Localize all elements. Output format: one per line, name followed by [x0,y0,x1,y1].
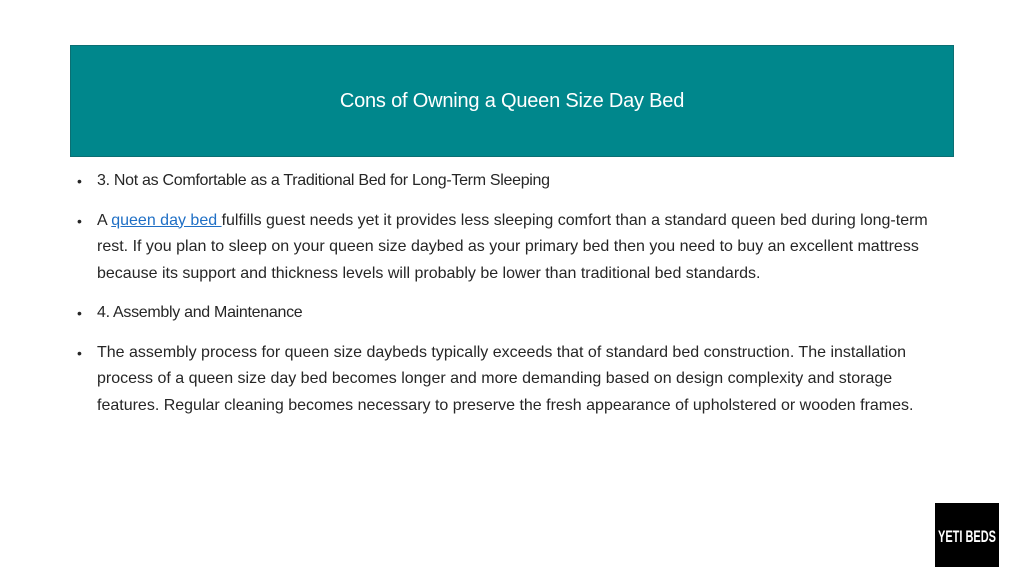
bullet-heading-comfort-text: 3. Not as Comfortable as a Traditional Bed for Long-Term Sleeping [97,172,550,189]
paragraph-comfort-text: fulfills guest needs yet it provides less sleeping comfort than a standard queen bed during long-term rest. If you plan to sleep on your queen size daybed as your primary bed then you need to buy an excellent mattress because its support and thickness levels will probably be lower than traditional bed standards. [97,211,928,282]
title-banner [70,45,954,157]
bullet-heading-assembly-text: 4. Assembly and Maintenance [97,304,303,321]
logo-text: YETI BEDS [938,527,996,546]
bullet-heading-assembly [76,300,956,327]
paragraph-assembly-text: The assembly process for queen size daybeds typically exceeds that of standard bed construction. The installation process of a queen size day bed becomes longer and more demanding based on design complexity and storage features. Regular cleaning becomes necessary to preserve the fresh appearance of upholstered or wooden frames. [97,343,914,414]
bullet-paragraph-comfort [76,208,956,288]
bullet-heading-comfort [76,168,956,195]
bullet-paragraph-assembly [76,340,956,420]
slide-title: Cons of Owning a Queen Size Day Bed [339,89,685,112]
paragraph-prefix: A [97,211,112,229]
yeti-beds-logo-mark [935,503,999,567]
slide-content [76,168,956,432]
queen-day-bed-link[interactable]: queen day bed [111,211,222,229]
yeti-beds-logo [935,503,999,567]
